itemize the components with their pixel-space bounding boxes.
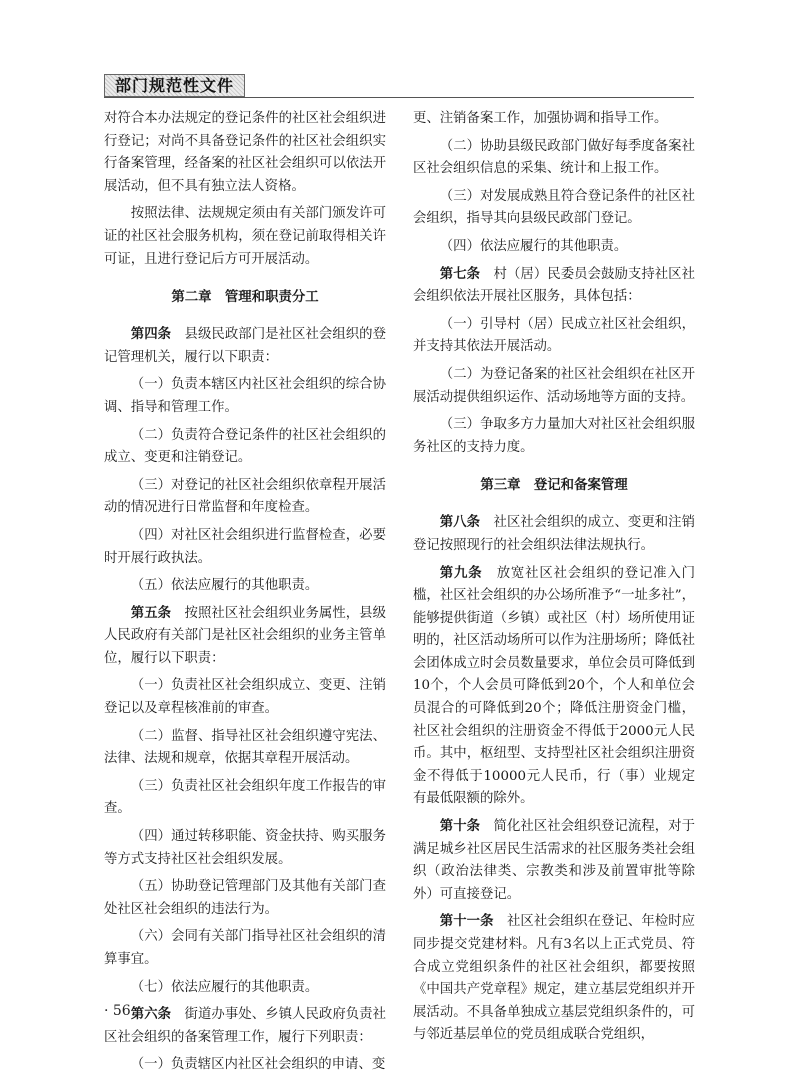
list-item: （五）依法应履行的其他职责。 [130, 578, 319, 594]
paragraph: 更、注销备案工作，加强协调和指导工作。 [413, 111, 668, 126]
chapter-heading: 第二章 管理和职责分工 [171, 290, 319, 306]
section-title: 部门规范性文件 [114, 76, 234, 95]
list-item: （二）负责符合登记条件的社区社会组织的成立、变更和注销登记。 [104, 427, 386, 466]
article-label: 第六条 [130, 1007, 172, 1023]
list-item: （一）引导村（居）民成立社区社会组织，并支持其依法开展活动。 [413, 316, 695, 355]
article-text: 县级民政部门是社区社会组织的登记管理机关，履行以下职责： [104, 327, 387, 365]
article-text: 社区社会组织在登记、年检时应同步提交党建材料。凡有3名以上正式党员、符合成立党组织条件的社区社会组织，都要按照《中国共产党章程》规定，建立基层党组织并开展活动。不具备单独成立基层党组织条件的，可与邻近基层单位的党员组成联合党组织， [413, 914, 696, 1043]
article-text: 按照社区社会组织业务属性，县级人民政府有关部门是社区社会组织的业务主管单位，履行以下职责： [104, 605, 387, 666]
article-label: 第七条 [439, 266, 481, 282]
article-6 [104, 1004, 386, 1049]
list-item: （三）对发展成熟且符合登记条件的社区社会组织，指导其向县级民政部门登记。 [413, 188, 695, 227]
article-10 [413, 816, 695, 906]
list-item: （二）为登记备案的社区社会组织在社区开展活动提供组织运作、活动场地等方面的支持。 [413, 366, 695, 405]
article-11 [413, 911, 695, 1047]
list-item: （七）依法应履行的其他职责。 [130, 979, 319, 995]
section-title-tab [104, 74, 245, 97]
article-label: 第八条 [439, 515, 481, 531]
chapter-heading: 第三章 登记和备案管理 [480, 478, 628, 494]
article-label: 第四条 [130, 327, 172, 343]
article-7 [413, 264, 695, 309]
article-9 [413, 563, 695, 812]
list-item: （五）协助登记管理部门及其他有关部门查处社区社会组织的违法行为。 [104, 879, 386, 917]
article-4 [104, 324, 386, 369]
article-text: 村（居）民委员会鼓励支持社区社会组织依法开展社区服务，具体包括： [413, 266, 696, 305]
right-column [413, 108, 695, 1052]
article-label: 第十一条 [439, 914, 494, 930]
list-item: （一）负责本辖区内社区社会组织的综合协调、指导和管理工作。 [104, 377, 386, 415]
list-item: （四）依法应履行的其他职责。 [439, 238, 628, 254]
list-item: （四）通过转移职能、资金扶持、购买服务等方式支持社区社会组织发展。 [104, 829, 386, 867]
left-column [104, 108, 386, 1082]
article-label: 第五条 [130, 605, 172, 621]
article-text: 简化社区社会组织登记流程，对于满足城乡社区居民生活需求的社区服务类社会组织（政治法律类、宗教类和涉及前置审批等除外）可直接登记。 [413, 819, 696, 902]
list-item: （二）监督、指导社区社会组织遵守宪法、法律、法规和规章，依据其章程开展活动。 [104, 728, 386, 767]
list-item: （六）会同有关部门指导社区社会组织的清算事宜。 [104, 929, 386, 967]
list-item: （二）协助县级民政部门做好每季度备案社区社会组织信息的采集、统计和上报工作。 [413, 138, 695, 177]
article-text: 放宽社区社会组织的登记准入门槛，社区社会组织的办公场所准予“一址多社”，能够提供街道（乡镇）或社区（村）场所使用证明的，社区活动场所可以作为注册场所；降低社会团体成立时会员数量要求，单位会员可降低到10个，个人会员可降低到20个，个人和单位会员混合的可降低到20个；降低注册资金门槛，社区社会组织的注册资金不得低于2000元人民币。其中，枢纽型、支持型社区社会组织注册资金不得低于10000元人民币，行（事）业规定有最低限额的除外。 [413, 565, 696, 807]
page-number: · 56 · [104, 1003, 140, 1019]
list-item: （四）对社区社会组织进行监督检查，必要时开展行政执法。 [104, 527, 386, 566]
header-rule [104, 97, 694, 98]
article-text: 街道办事处、乡镇人民政府负责社区社会组织的备案管理工作，履行下列职责： [104, 1007, 387, 1045]
list-item: （三）争取多方力量加大对社区社会组织服务社区的支持力度。 [413, 417, 695, 455]
list-item: （三）负责社区社会组织年度工作报告的审查。 [104, 778, 386, 817]
article-5 [104, 603, 386, 671]
list-item: （一）负责辖区内社区社会组织的申请、变 [130, 1057, 386, 1073]
list-item: （三）对登记的社区社会组织依章程开展活动的情况进行日常监督和年度检查。 [104, 477, 386, 516]
article-text: 社区社会组织的成立、变更和注销登记按照现行的社会组织法律法规执行。 [413, 515, 696, 553]
list-item: （一）负责社区社会组织成立、变更、注销登记以及章程核准前的审查。 [104, 678, 386, 717]
article-label: 第十条 [439, 819, 481, 835]
article-8 [413, 512, 695, 557]
paragraph: 按照法律、法规规定须由有关部门颁发许可证的社区社会服务机构，须在登记前取得相关许可证，且进行登记后方可开展活动。 [104, 206, 386, 267]
paragraph: 对符合本办法规定的登记条件的社区社会组织进行登记；对尚不具备登记条件的社区社会组织实行备案管理，经备案的社区社会组织可以依法开展活动，但不具有独立法人资格。 [104, 111, 386, 194]
article-label: 第九条 [439, 565, 483, 581]
